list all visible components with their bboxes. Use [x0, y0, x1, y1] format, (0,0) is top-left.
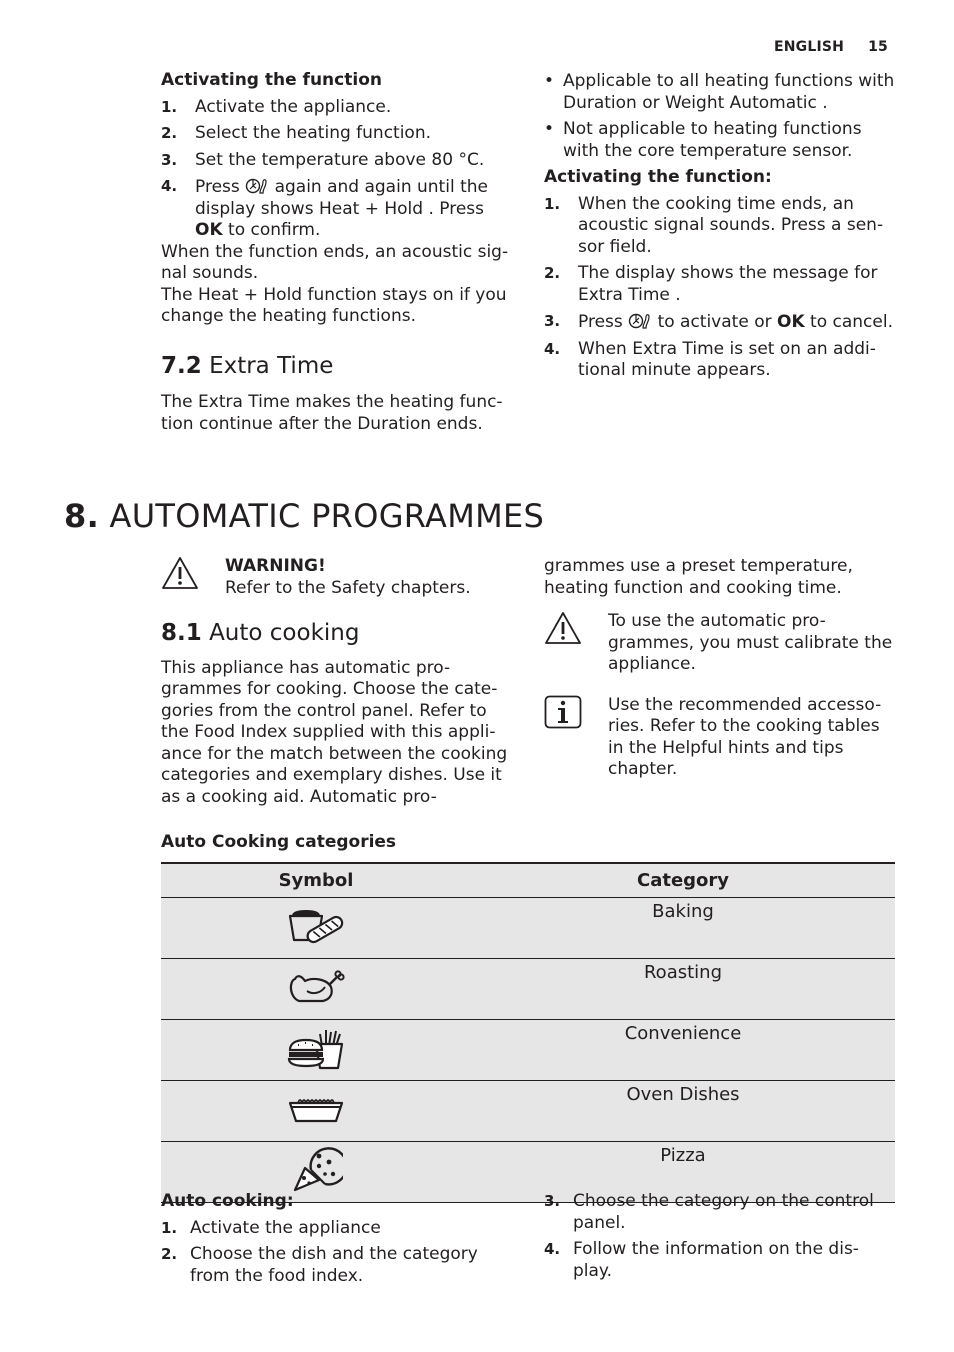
- list-item: [544, 263, 896, 306]
- bullet-icon: •: [544, 71, 555, 91]
- category-name: Baking: [471, 898, 895, 959]
- step-text-pre: Press: [195, 177, 240, 197]
- list-item: [544, 119, 896, 162]
- ok-key-label: OK: [195, 220, 223, 240]
- step-number: 2.: [161, 1245, 178, 1263]
- section-title: Extra Time: [209, 352, 334, 379]
- column-header-symbol: Symbol: [161, 863, 471, 898]
- table-row: [161, 1020, 895, 1081]
- step-number: 2.: [161, 124, 178, 142]
- bullet-icon: •: [544, 119, 555, 139]
- table-header-row: [161, 863, 895, 898]
- caution-icon: [544, 611, 608, 676]
- step-text: When Extra Time is set on an addi-tional minute appears.: [578, 338, 876, 380]
- step-text-mid: again and again until the display shows Heat + Hold . Press: [195, 177, 488, 219]
- step-text: Set the temperature above 80 °C.: [195, 149, 485, 170]
- auto-cooking-paragraph-cont: grammes use a preset temperature, heating function and cooking time.: [544, 556, 853, 598]
- step-number: 4.: [544, 1240, 561, 1258]
- step-number: 4.: [161, 177, 178, 195]
- extra-time-activating-heading: Activating the function:: [544, 167, 772, 187]
- heat-hold-heading: Activating the function: [161, 70, 382, 90]
- oven-dishes-icon: [286, 1093, 346, 1125]
- auto-cooking-right: [544, 556, 896, 781]
- warning-icon: [161, 556, 225, 599]
- step-text: The display shows the message for Extra Time .: [578, 263, 878, 305]
- extra-time-steps: [544, 194, 896, 382]
- step-text: Activate the appliance: [190, 1217, 381, 1238]
- list-item: [544, 311, 896, 334]
- auto-cooking-steps-heading: Auto cooking:: [161, 1191, 294, 1211]
- symbol-cell: [161, 1081, 471, 1142]
- warning-note: [161, 556, 511, 599]
- step-number: 4.: [544, 339, 561, 358]
- page-header: [774, 39, 888, 55]
- symbol-cell: [161, 1020, 471, 1081]
- chapter-title-text: AUTOMATIC PROGRAMMES: [109, 497, 545, 535]
- section-title-extra-time: [161, 352, 511, 379]
- heat-hold-paragraph-stays: The Heat + Hold function stays on if you change the heating functions.: [161, 284, 507, 326]
- chapter-title: [64, 497, 544, 535]
- list-item: [161, 123, 511, 145]
- step-text-post: to cancel.: [810, 312, 893, 332]
- step-text: Follow the information on the dis-play.: [573, 1239, 859, 1281]
- warning-text: Refer to the Safety chapters.: [225, 577, 471, 598]
- section-number: 7.2: [161, 352, 202, 379]
- list-item: [161, 97, 511, 119]
- warning-content: [225, 556, 471, 599]
- categories-heading: Auto Cooking categories: [161, 832, 397, 852]
- table-row: [161, 959, 895, 1020]
- heat-hold-section: [161, 70, 511, 435]
- heat-hold-function-icon: [628, 311, 652, 331]
- ok-key-label: OK: [777, 312, 805, 332]
- step-text-pre: Press: [578, 312, 623, 332]
- category-name: Pizza: [471, 1142, 895, 1203]
- heat-hold-paragraph-end: When the function ends, an acoustic sig-nal sounds.: [161, 241, 509, 283]
- category-name: Roasting: [471, 959, 895, 1020]
- step-text: [195, 176, 511, 242]
- warning-title: WARNING!: [225, 556, 326, 576]
- step-number: 1.: [161, 97, 178, 116]
- extra-time-details: [544, 71, 896, 387]
- heat-hold-function-icon: [245, 176, 269, 196]
- step-text-post: to confirm.: [228, 220, 321, 240]
- symbol-cell: [161, 898, 471, 959]
- symbol-cell: [161, 959, 471, 1020]
- info-text: Use the recommended accesso-ries. Refer to the cooking tables in the Helpful hints and tips chapter.: [608, 694, 882, 779]
- caution-text: To use the automatic pro-grammes, you must calibrate the appliance.: [608, 611, 893, 674]
- step-text: Choose the dish and the category from the food index.: [190, 1244, 478, 1286]
- auto-cooking-paragraph: This appliance has automatic pro-grammes for cooking. Choose the cate-gories from the control panel. Refer to the Food Index supplied with this appli-ance for the match between the cooking categories and exemplary dishes. Use it as a cooking aid. Automatic pro-: [161, 657, 508, 807]
- list-item: [161, 1218, 511, 1240]
- caution-note: [544, 611, 896, 676]
- auto-cooking-steps-right: [544, 1191, 896, 1287]
- bullet-text: Not applicable to heating functions with the core temperature sensor.: [563, 119, 862, 161]
- baking-icon: [286, 906, 346, 946]
- step-number: 2.: [544, 264, 561, 282]
- list-item: [544, 71, 896, 114]
- bullet-text: Applicable to all heating functions with Duration or Weight Automatic .: [563, 71, 895, 113]
- step-text-mid: to activate or: [657, 312, 772, 332]
- header-language: ENGLISH: [774, 39, 845, 55]
- list-item: [544, 339, 896, 382]
- category-name: Convenience: [471, 1020, 895, 1081]
- categories-table: [161, 862, 895, 1203]
- step-number: 1.: [161, 1218, 178, 1237]
- list-item: [544, 194, 896, 259]
- info-note: [544, 695, 896, 781]
- auto-cooking-steps-left: [161, 1191, 511, 1292]
- category-name: Oven Dishes: [471, 1081, 895, 1142]
- list-item: [161, 150, 511, 172]
- extra-time-intro: The Extra Time makes the heating func-tion continue after the Duration ends.: [161, 392, 503, 434]
- list-item: [161, 1244, 511, 1287]
- step-number: 3.: [161, 150, 178, 169]
- section-title: Auto cooking: [209, 620, 360, 646]
- step-text: Choose the category on the control panel.: [573, 1191, 874, 1233]
- info-icon: [544, 695, 608, 781]
- roasting-icon: [287, 969, 345, 1005]
- step-number: 1.: [544, 194, 561, 213]
- list-item: [544, 1191, 896, 1234]
- auto-cooking-steps-list: [161, 1218, 511, 1288]
- page-number: 15: [868, 39, 888, 55]
- step-text: [578, 311, 893, 334]
- table-row: [161, 1081, 895, 1142]
- step-text: Activate the appliance.: [195, 96, 392, 117]
- heat-hold-steps: [161, 97, 511, 242]
- chapter-number: 8.: [64, 497, 100, 535]
- step-number: 3.: [544, 1192, 561, 1210]
- table-row: [161, 898, 895, 959]
- step-text: When the cooking time ends, an acoustic signal sounds. Press a sen-sor field.: [578, 193, 884, 257]
- list-item: [544, 1239, 896, 1282]
- pizza-icon: [289, 1146, 343, 1194]
- list-item: [161, 176, 511, 242]
- section-number: 8.1: [161, 620, 202, 646]
- column-header-category: Category: [471, 863, 895, 898]
- step-number: 3.: [544, 312, 561, 330]
- convenience-icon: [286, 1026, 346, 1070]
- auto-cooking-left: [161, 556, 511, 808]
- step-text: Select the heating function.: [195, 123, 432, 143]
- section-title-auto-cooking: [161, 620, 511, 646]
